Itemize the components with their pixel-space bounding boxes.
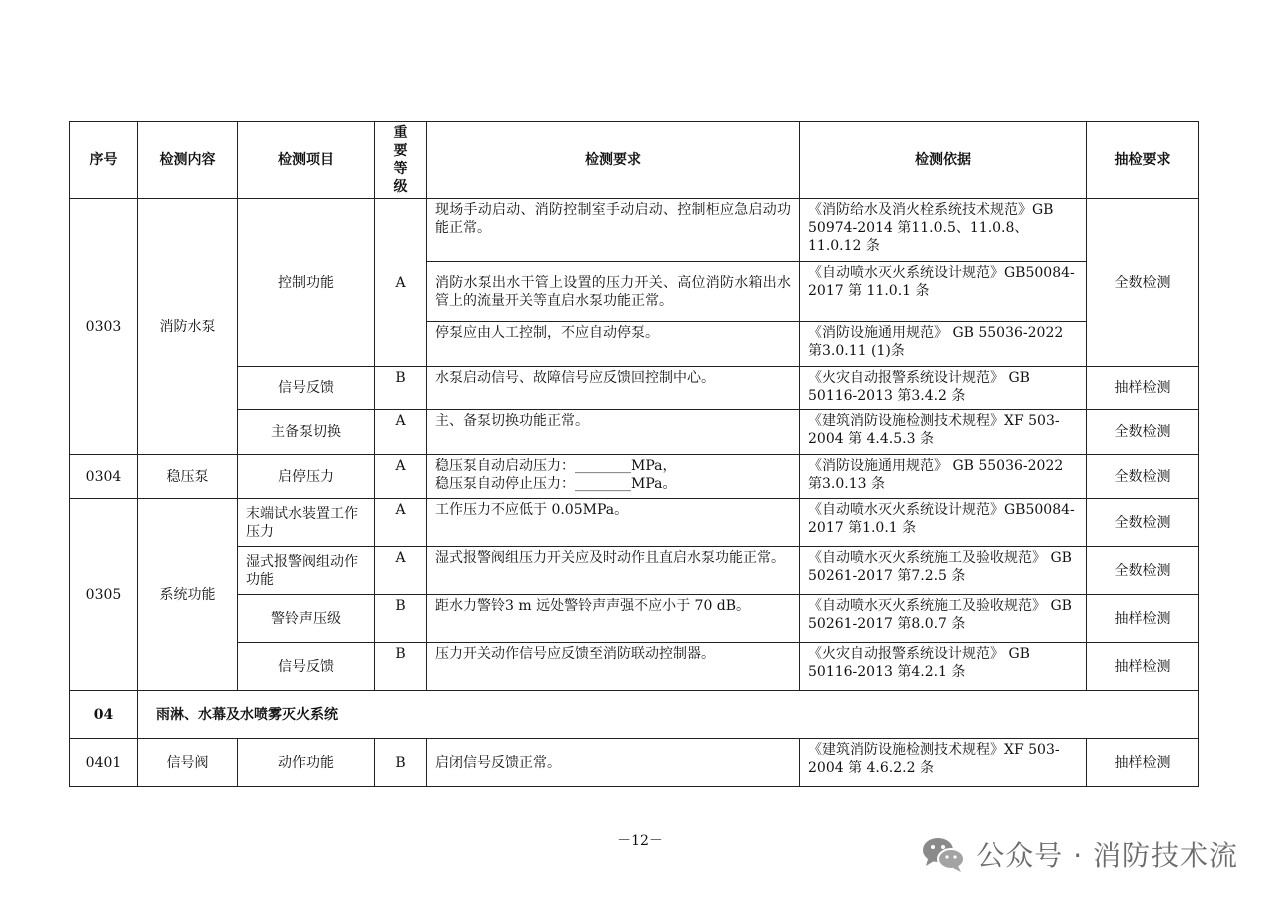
section-seq-cell: 04 — [70, 691, 138, 739]
grade-cell: B — [375, 739, 427, 787]
header-seq: 序号 — [70, 122, 138, 199]
requirement-cell: 距水力警铃3 m 远处警铃声声强不应小于 70 dB。 — [427, 595, 800, 643]
header-sampling: 抽检要求 — [1087, 122, 1199, 199]
item-cell: 控制功能 — [238, 199, 375, 367]
seq-cell: 0401 — [70, 739, 138, 787]
grade-cell: A — [375, 547, 427, 595]
requirement-cell: 启闭信号反馈正常。 — [427, 739, 800, 787]
requirement-cell: 压力开关动作信号应反馈至消防联动控制器。 — [427, 643, 800, 691]
grade-cell: B — [375, 595, 427, 643]
basis-cell: 《自动喷水灭火系统设计规范》GB50084-2017 第 11.0.1 条 — [800, 262, 1087, 322]
basis-cell: 《消防设施通用规范》 GB 55036-2022 第3.0.13 条 — [800, 455, 1087, 499]
basis-cell: 《火灾自动报警系统设计规范》 GB 50116-2013 第3.4.2 条 — [800, 367, 1087, 410]
requirement-cell: 工作压力不应低于 0.05MPa。 — [427, 499, 800, 547]
requirement-line: 稳压泵自动停止压力：________MPa。 — [435, 476, 677, 492]
wechat-icon — [920, 834, 966, 874]
basis-cell: 《建筑消防设施检测技术规程》XF 503-2004 第 4.4.5.3 条 — [800, 410, 1087, 455]
seq-cell: 0303 — [70, 199, 138, 455]
header-item: 检测项目 — [238, 122, 375, 199]
basis-cell: 《自动喷水灭火系统施工及验收规范》 GB 50261-2017 第8.0.7 条 — [800, 595, 1087, 643]
table-row — [70, 739, 1199, 787]
sampling-cell: 全数检测 — [1087, 547, 1199, 595]
grade-cell: A — [375, 455, 427, 499]
header-content: 检测内容 — [138, 122, 238, 199]
sampling-cell: 全数检测 — [1087, 455, 1199, 499]
content-cell: 稳压泵 — [138, 455, 238, 499]
seq-cell: 0304 — [70, 455, 138, 499]
sampling-cell: 抽样检测 — [1087, 595, 1199, 643]
table-row — [70, 199, 1199, 262]
item-cell: 信号反馈 — [238, 643, 375, 691]
item-cell: 动作功能 — [238, 739, 375, 787]
requirement-cell — [427, 455, 800, 499]
header-basis: 检测依据 — [800, 122, 1087, 199]
requirement-cell: 湿式报警阀组压力开关应及时动作且直启水泵功能正常。 — [427, 547, 800, 595]
item-cell: 湿式报警阀组动作功能 — [238, 547, 375, 595]
grade-cell: A — [375, 499, 427, 547]
watermark — [920, 834, 1238, 874]
sampling-cell: 抽样检测 — [1087, 367, 1199, 410]
sampling-cell: 全数检测 — [1087, 499, 1199, 547]
grade-cell: A — [375, 410, 427, 455]
table-header — [70, 122, 1199, 199]
item-cell: 末端试水装置工作压力 — [238, 499, 375, 547]
section-title-cell: 雨淋、水幕及水喷雾灭火系统 — [138, 691, 1199, 739]
item-cell: 启停压力 — [238, 455, 375, 499]
table-row — [70, 547, 1199, 595]
page-number: －12－ — [617, 833, 663, 849]
content-cell: 消防水泵 — [138, 199, 238, 455]
grade-cell: B — [375, 643, 427, 691]
section-row — [70, 691, 1199, 739]
basis-cell: 《火灾自动报警系统设计规范》 GB 50116-2013 第4.2.1 条 — [800, 643, 1087, 691]
seq-cell: 0305 — [70, 499, 138, 691]
content-cell: 信号阀 — [138, 739, 238, 787]
item-cell: 主备泵切换 — [238, 410, 375, 455]
item-cell: 信号反馈 — [238, 367, 375, 410]
requirement-cell: 主、备泵切换功能正常。 — [427, 410, 800, 455]
table-row — [70, 367, 1199, 410]
requirement-cell: 现场手动启动、消防控制室手动启动、控制柜应急启动功能正常。 — [427, 199, 800, 262]
table-row — [70, 499, 1199, 547]
table-row — [70, 410, 1199, 455]
inspection-table — [69, 121, 1199, 787]
requirement-cell: 消防水泵出水干管上设置的压力开关、高位消防水箱出水管上的流量开关等直启水泵功能正常。 — [427, 262, 800, 322]
content-cell: 系统功能 — [138, 499, 238, 691]
header-requirement: 检测要求 — [427, 122, 800, 199]
basis-cell: 《消防设施通用规范》 GB 55036-2022 第3.0.11 (1)条 — [800, 322, 1087, 367]
header-grade: 重要等级 — [375, 122, 427, 199]
grade-cell: B — [375, 367, 427, 410]
table-row — [70, 455, 1199, 499]
requirement-cell: 水泵启动信号、故障信号应反馈回控制中心。 — [427, 367, 800, 410]
sampling-cell: 抽样检测 — [1087, 643, 1199, 691]
grade-cell: A — [375, 199, 427, 367]
sampling-cell: 全数检测 — [1087, 199, 1199, 367]
table-row — [70, 595, 1199, 643]
basis-cell: 《建筑消防设施检测技术规程》XF 503-2004 第 4.6.2.2 条 — [800, 739, 1087, 787]
watermark-text: 公众号 · 消防技术流 — [976, 839, 1238, 872]
requirement-line: 稳压泵自动启动压力：________MPa， — [435, 458, 677, 474]
item-cell: 警铃声压级 — [238, 595, 375, 643]
basis-cell: 《自动喷水灭火系统设计规范》GB50084-2017 第1.0.1 条 — [800, 499, 1087, 547]
requirement-cell: 停泵应由人工控制，不应自动停泵。 — [427, 322, 800, 367]
basis-cell: 《消防给水及消火栓系统技术规范》GB 50974-2014 第11.0.5、11.0.8、11.0.12 条 — [800, 199, 1087, 262]
sampling-cell: 抽样检测 — [1087, 739, 1199, 787]
table-row — [70, 643, 1199, 691]
sampling-cell: 全数检测 — [1087, 410, 1199, 455]
basis-cell: 《自动喷水灭火系统施工及验收规范》 GB 50261-2017 第7.2.5 条 — [800, 547, 1087, 595]
